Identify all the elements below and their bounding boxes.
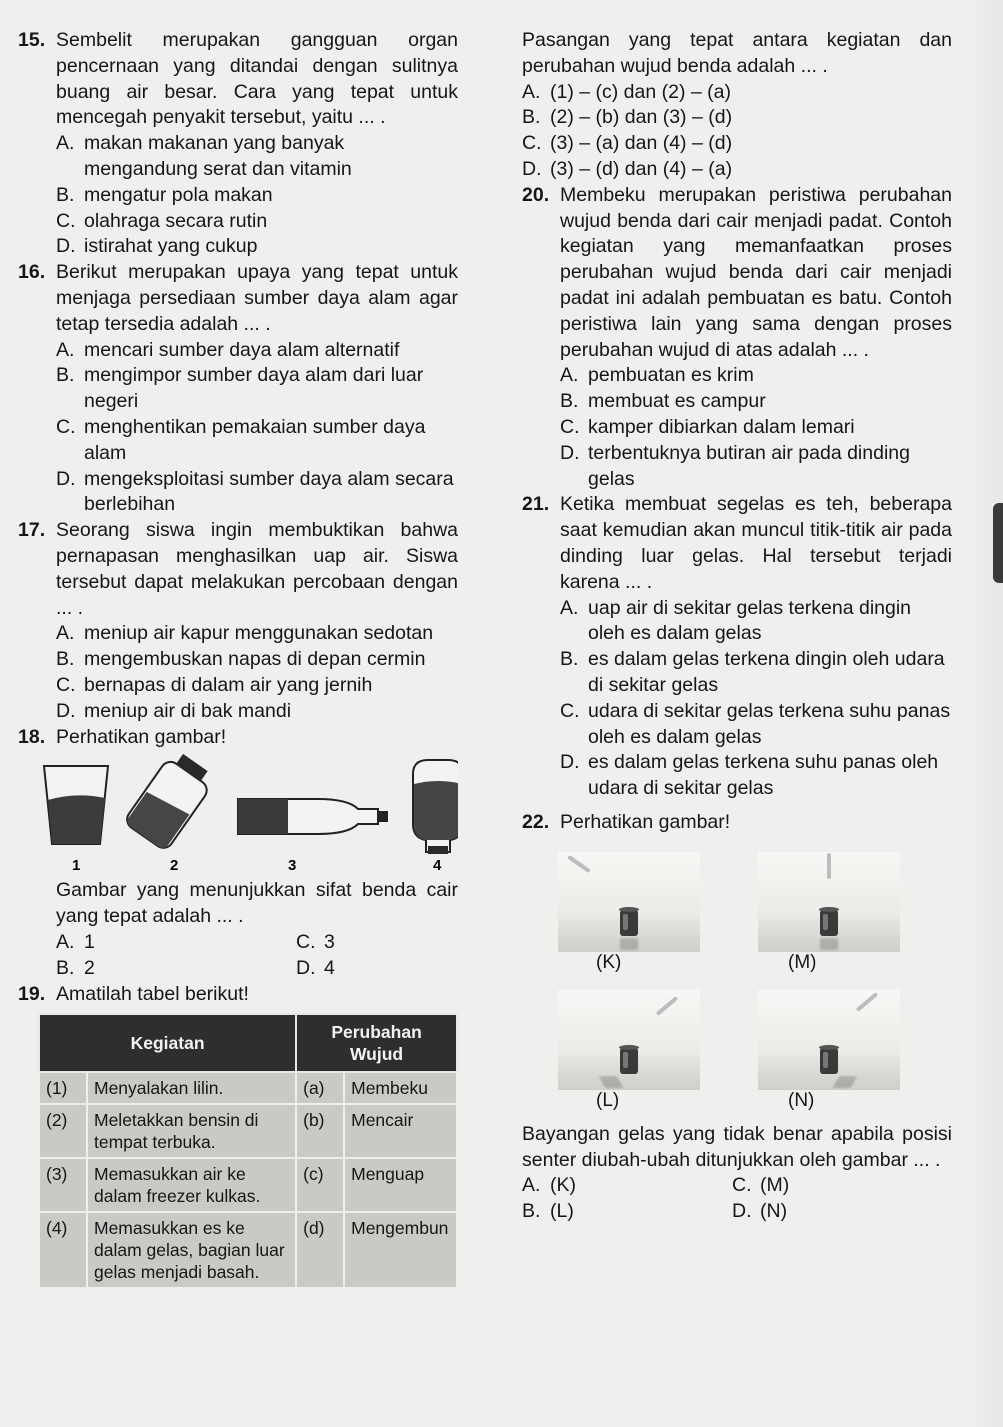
question-18-cont bbox=[18, 878, 458, 981]
left-column bbox=[18, 28, 458, 1289]
option-a[interactable]: A. makan makanan yang banyak mengandung serat dan vitamin bbox=[56, 132, 352, 180]
option-a[interactable]: A. 1 bbox=[56, 930, 95, 953]
question-stem: Perhatikan gambar! bbox=[56, 725, 227, 748]
bottle-figure-2 bbox=[123, 754, 217, 852]
question-19 bbox=[18, 982, 458, 1008]
activity-table bbox=[38, 1013, 458, 1289]
option-a[interactable]: A. uap air di sekitar gelas terkena dingin oleh es dalam gelas bbox=[560, 596, 912, 645]
question-15 bbox=[18, 28, 458, 260]
glass-icon bbox=[820, 910, 838, 936]
table-header-perubahan: Perubahan Wujud bbox=[296, 1014, 457, 1072]
option-c[interactable]: C. (3) – (a) dan (4) – (d) bbox=[522, 132, 733, 155]
photo-m bbox=[758, 852, 900, 952]
option-c[interactable]: C. menghentikan pemakaian sumber daya alam bbox=[56, 415, 426, 464]
option-d[interactable]: D. terbentuknya butiran air pada dinding gelas bbox=[560, 441, 910, 490]
bottle-figure-4 bbox=[413, 760, 458, 854]
options-grid bbox=[522, 1173, 952, 1225]
fig-label-2: 2 bbox=[170, 857, 179, 875]
option-d[interactable]: D. (3) – (d) dan (4) – (a) bbox=[522, 157, 733, 180]
table-row: (3) Memasukkan air ke dalam freezer kulkas. (c) Menguap bbox=[39, 1158, 457, 1212]
option-d[interactable]: D. istirahat yang cukup bbox=[56, 235, 258, 258]
glass-icon bbox=[820, 1048, 838, 1074]
question-stem: Sembelit merupakan gangguan organ pencernaan yang ditandai dengan sulitnya buang air besar. Cara yang tepat untuk mencegah penyakit tersebut, yaitu ... . bbox=[56, 29, 458, 129]
option-c[interactable]: C. udara di sekitar gelas terkena suhu panas oleh es dalam gelas bbox=[560, 699, 951, 748]
question-18 bbox=[18, 725, 458, 751]
glass-figure-1 bbox=[44, 766, 108, 844]
options-grid bbox=[56, 930, 458, 982]
option-a[interactable]: A. pembuatan es krim bbox=[560, 364, 754, 387]
option-a[interactable]: A. (1) – (c) dan (2) – (a) bbox=[522, 80, 731, 103]
page-edge-shadow bbox=[963, 0, 1003, 1427]
option-a[interactable]: A. meniup air kapur menggunakan sedotan bbox=[56, 622, 434, 645]
option-d[interactable]: D. es dalam gelas terkena suhu panas oleh udara di sekitar gelas bbox=[560, 751, 939, 800]
option-b[interactable]: B. (L) bbox=[522, 1200, 574, 1223]
glass-icon bbox=[620, 910, 638, 936]
photo-label-m: (M) bbox=[788, 951, 817, 973]
option-a[interactable]: A. (K) bbox=[522, 1174, 576, 1197]
question-17 bbox=[18, 518, 458, 724]
question-text: Pasangan yang tepat antara kegiatan dan perubahan wujud benda adalah ... . bbox=[522, 29, 952, 77]
option-b[interactable]: B. es dalam gelas terkena dingin oleh udara di sekitar gelas bbox=[560, 648, 945, 696]
question-21 bbox=[522, 492, 952, 802]
fig-label-1: 1 bbox=[72, 857, 81, 875]
option-b[interactable]: B. mengatur pola makan bbox=[56, 183, 273, 206]
option-c[interactable]: C. bernapas di dalam air yang jernih bbox=[56, 673, 373, 696]
question-text: Gambar yang menunjukkan sifat benda cair yang tepat adalah ... . bbox=[56, 879, 458, 928]
option-d[interactable]: D. 4 bbox=[296, 956, 335, 979]
question-stem: Amatilah tabel berikut! bbox=[56, 982, 249, 1005]
q18-figure bbox=[18, 754, 458, 874]
photo-row-2 bbox=[522, 990, 952, 1110]
bottle-figure-3 bbox=[238, 799, 388, 834]
question-number: 19. bbox=[18, 982, 46, 1005]
question-number: 17. bbox=[18, 519, 46, 542]
option-b[interactable]: B. 2 bbox=[56, 956, 95, 979]
photo-label-l: (L) bbox=[596, 1089, 620, 1111]
flashlight-icon bbox=[827, 853, 831, 879]
option-d[interactable]: D. (N) bbox=[732, 1200, 788, 1223]
question-22 bbox=[522, 810, 952, 836]
photo-label-n: (N) bbox=[788, 1089, 815, 1111]
option-b[interactable]: B. membuat es campur bbox=[560, 390, 766, 413]
table-row: (4) Memasukkan es ke dalam gelas, bagian luar gelas menjadi basah. (d) Mengembun bbox=[39, 1212, 457, 1288]
right-column bbox=[522, 28, 952, 1225]
option-d[interactable]: D. meniup air di bak mandi bbox=[56, 699, 292, 722]
option-c[interactable]: C. 3 bbox=[296, 930, 335, 953]
flashlight-icon bbox=[656, 996, 678, 1016]
flashlight-icon bbox=[567, 855, 591, 873]
option-d[interactable]: D. mengeksploitasi sumber daya alam secara berlebihan bbox=[56, 467, 454, 516]
question-number: 15. bbox=[18, 29, 46, 51]
table-row: (2) Meletakkan bensin di tempat terbuka. (b) Mencair bbox=[39, 1104, 457, 1158]
option-c[interactable]: C. kamper dibiarkan dalam lemari bbox=[560, 415, 855, 438]
question-stem: Berikut merupakan upaya yang tepat untuk menjaga persediaan sumber daya alam agar tetap tersedia adalah ... . bbox=[56, 261, 458, 335]
photo-l bbox=[558, 990, 700, 1090]
option-c[interactable]: C. olahraga secara rutin bbox=[56, 209, 268, 232]
option-b[interactable]: B. mengimpor sumber daya alam dari luar negeri bbox=[56, 364, 424, 413]
glass-icon bbox=[620, 1048, 638, 1074]
option-b[interactable]: B. mengembuskan napas di depan cermin bbox=[56, 648, 426, 671]
question-number: 22. bbox=[522, 810, 550, 833]
option-c[interactable]: C. (M) bbox=[732, 1174, 790, 1197]
question-stem: Ketika membuat segelas es teh, beberapa saat kemudian akan muncul titik-titik air pada dinding luar gelas. Hal tersebut terjadi karena ... . bbox=[560, 493, 952, 593]
option-b[interactable]: B. (2) – (b) dan (3) – (d) bbox=[522, 106, 733, 129]
option-a[interactable]: A. mencari sumber daya alam alternatif bbox=[56, 338, 400, 361]
fig-label-3: 3 bbox=[288, 857, 297, 875]
question-stem: Seorang siswa ingin membuktikan bahwa pernapasan menghasilkan uap air. Siswa tersebut dapat melakukan percobaan dengan ... . bbox=[56, 519, 458, 619]
binder-tab bbox=[993, 503, 1003, 583]
question-text: Bayangan gelas yang tidak benar apabila posisi senter diubah-ubah ditunjukkan oleh gambar ... . bbox=[522, 1122, 952, 1171]
fig-label-4: 4 bbox=[433, 857, 442, 875]
photo-k bbox=[558, 852, 700, 952]
photo-label-k: (K) bbox=[596, 951, 622, 973]
flashlight-icon bbox=[856, 992, 878, 1012]
table-row: (1) Menyalakan lilin. (a) Membeku bbox=[39, 1072, 457, 1104]
question-number: 21. bbox=[522, 493, 550, 516]
question-number: 18. bbox=[18, 725, 46, 748]
question-stem: Membeku merupakan peristiwa perubahan wujud benda dari cair menjadi padat. Contoh kegiatan yang memanfaatkan proses perubahan wujud benda dari cair menjadi padat ini adalah pembuatan es batu. Contoh peristiwa lain yang sama dengan proses perubahan wujud di atas adalah ... . bbox=[560, 183, 952, 361]
question-stem: Perhatikan gambar! bbox=[560, 810, 731, 833]
question-16 bbox=[18, 260, 458, 518]
photo-row-1 bbox=[522, 852, 952, 972]
photo-n bbox=[758, 990, 900, 1090]
question-20 bbox=[522, 183, 952, 493]
question-22-cont bbox=[522, 1122, 952, 1225]
question-19-cont bbox=[522, 28, 952, 183]
question-number: 16. bbox=[18, 261, 46, 284]
table-header-kegiatan: Kegiatan bbox=[39, 1014, 296, 1072]
question-number: 20. bbox=[522, 183, 550, 206]
